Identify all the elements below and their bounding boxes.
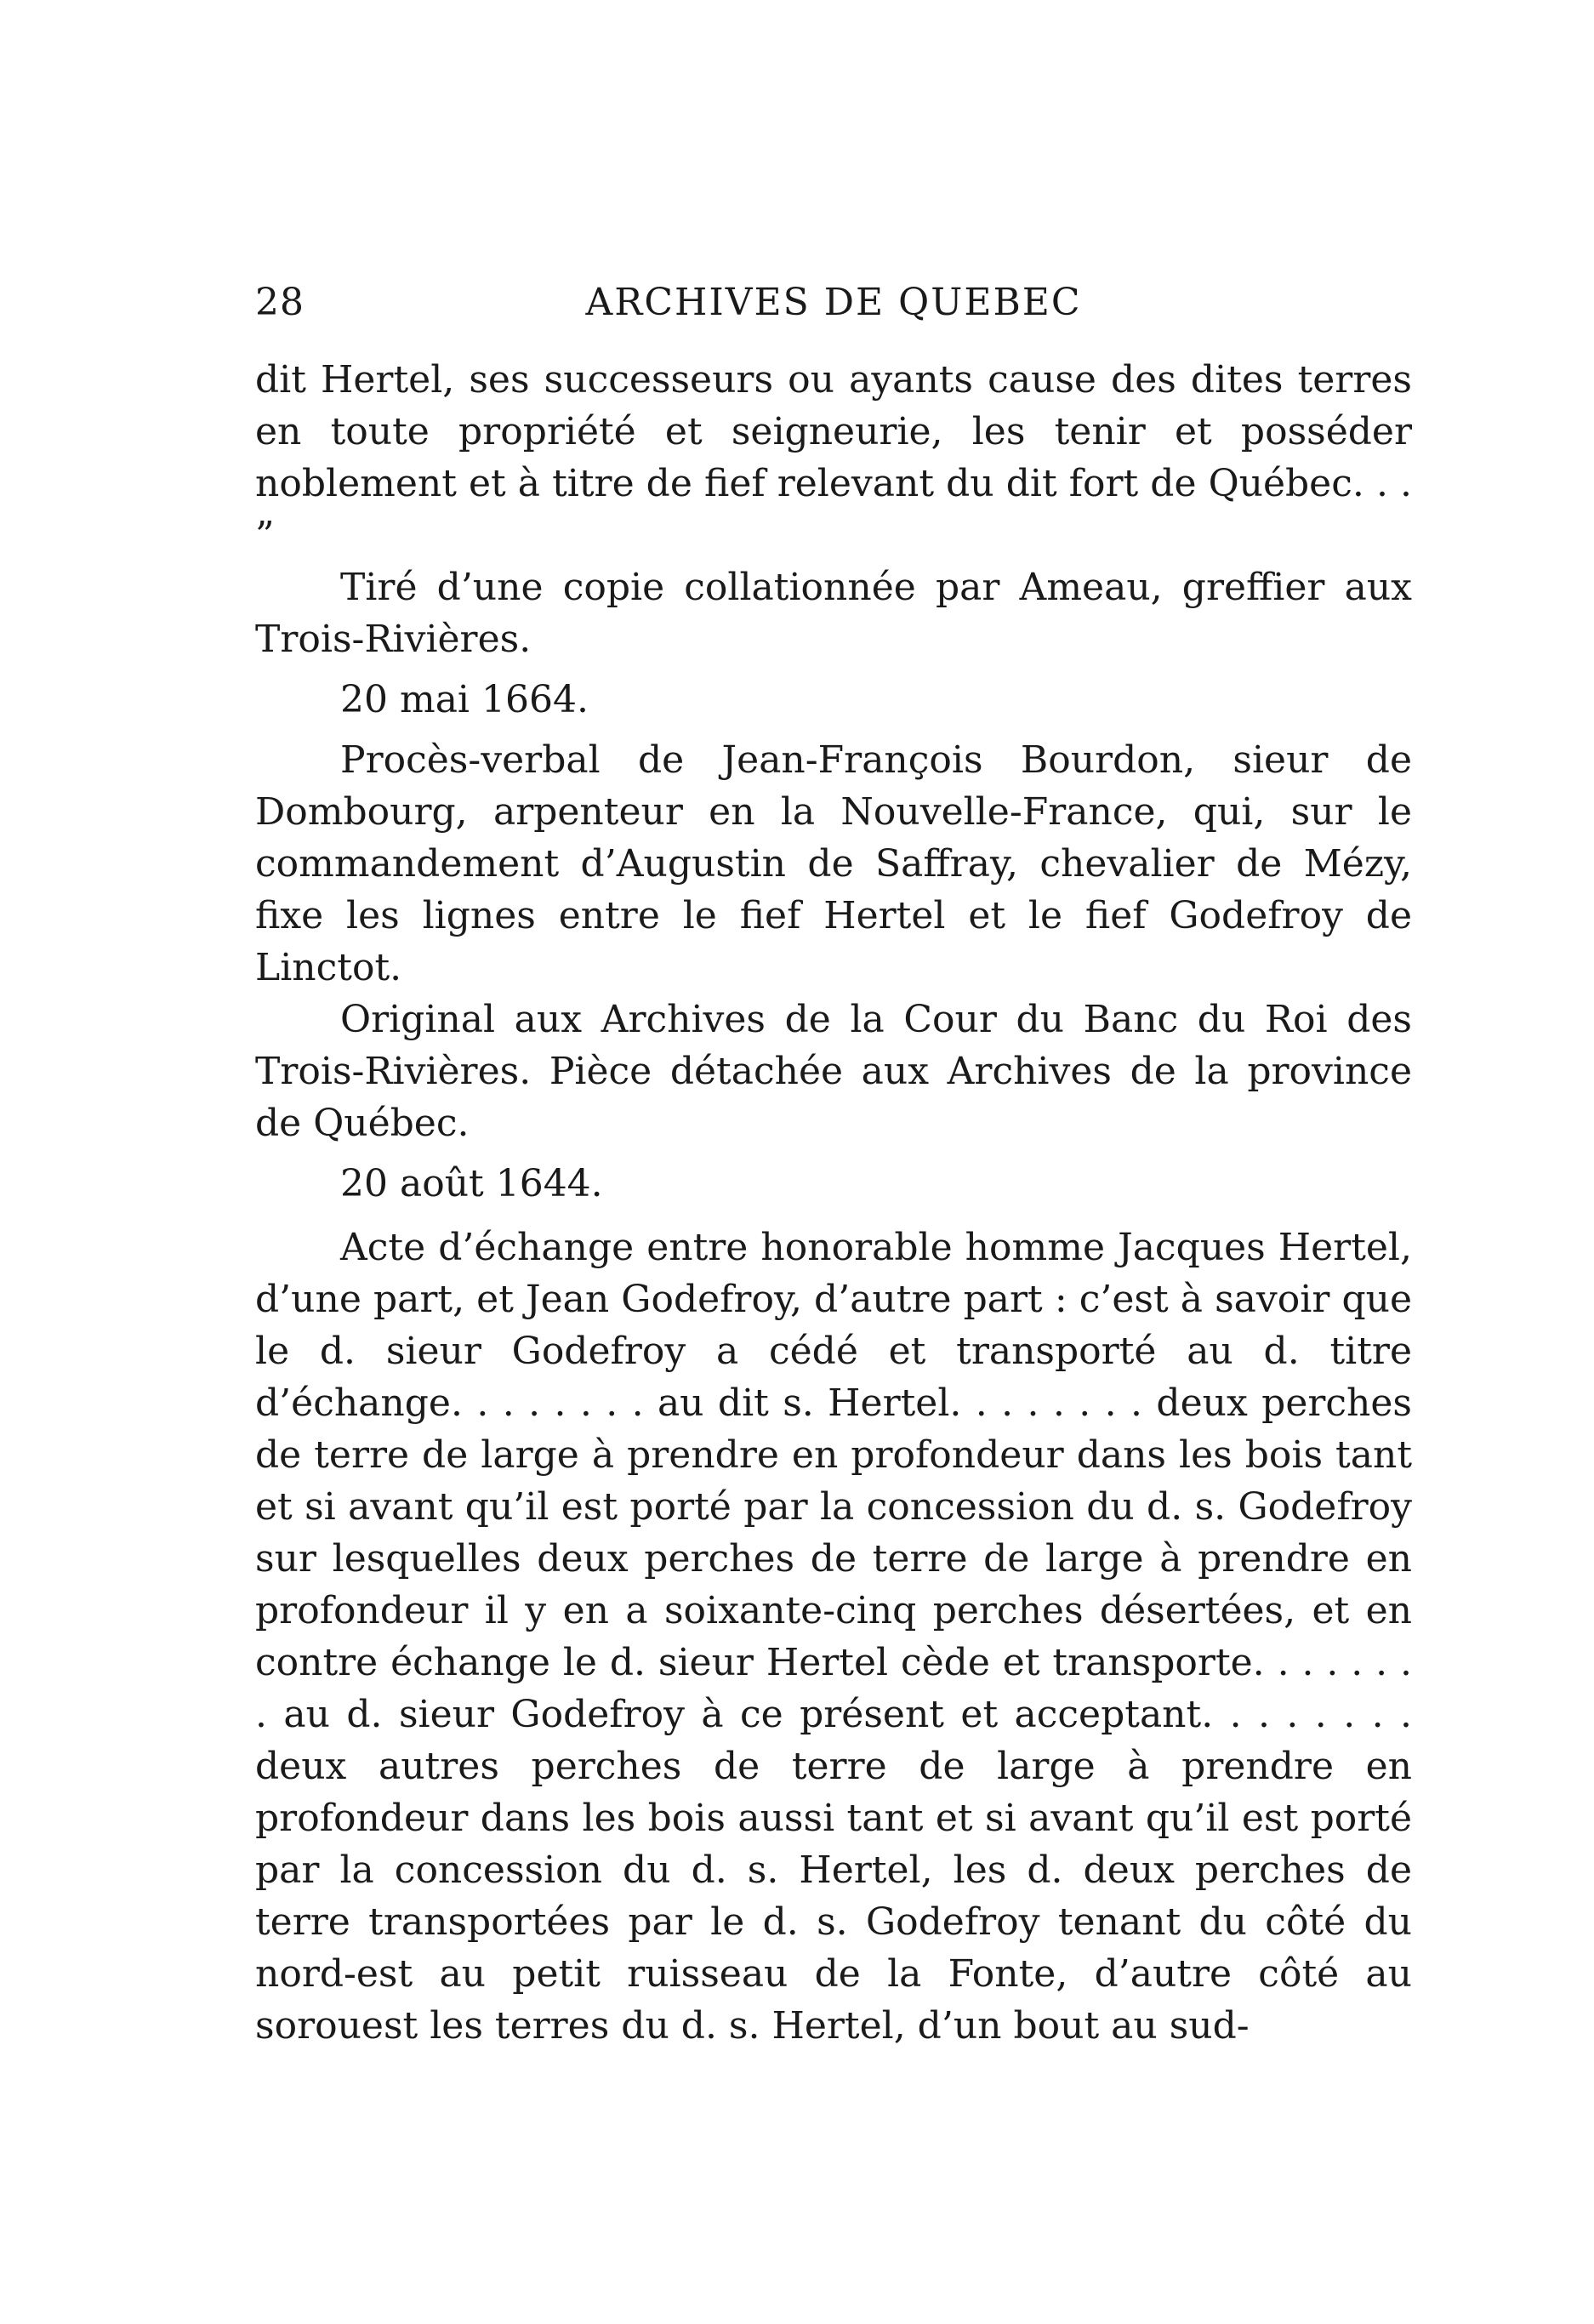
page — [255, 281, 1412, 2052]
running-title: ARCHIVES DE QUEBEC — [585, 281, 1082, 324]
running-head — [255, 281, 1412, 340]
body-text — [255, 354, 1412, 2052]
paragraph-source-note: Tiré d’une copie collationnée par Ameau, greffier aux Trois-Rivières. — [255, 566, 1412, 661]
page-number: 28 — [255, 281, 305, 324]
paragraph-proces-verbal: Procès-verbal de Jean-François Bourdon, sieur de Dombourg, arpenteur en la Nouvelle-France, qui, sur le commandement d’Augustin de Saffray, chevalier de Mézy, fixe les lignes entre le fief Hertel et le fief Godefroy de Linctot. — [255, 738, 1412, 989]
paragraph-source-note: Original aux Archives de la Cour du Banc du Roi des Trois-Rivières. Pièce détachée aux Archives de la province de Québec. — [255, 998, 1412, 1145]
paragraph-continuation: dit Hertel, ses successeurs ou ayants cause des dites terres en toute propriété et seigneurie, les tenir et posséder noblement et à titre de fief relevant du dit fort de Québec. . . ” — [255, 358, 1412, 557]
entry-date: 20 mai 1664. — [340, 678, 589, 721]
entry-date: 20 août 1644. — [340, 1162, 603, 1205]
paragraph-acte-echange: Acte d’échange entre honorable homme Jacques Hertel, d’une part, et Jean Godefroy, d’autre part : c’est à savoir que le d. sieur Godefroy a cédé et transporté au d. titre d’échange. . . . . . . . au dit s. Hertel. . . . . . . . deux perches de terre de large à prendre en profondeur dans les bois tant et si avant qu’il est porté par la concession du d. s. Godefroy sur lesquelles deux perches de terre de large à prendre en profondeur il y en a soixante-cinq perches désertées, et en contre échange le d. sieur Hertel cède et transporte. . . . . . . . au d. sieur Godefroy à ce présent et acceptant. . . . . . . . deux autres perches de terre de large à prendre en profondeur dans les bois aussi tant et si avant qu’il est porté par la concession du d. s. Hertel, les d. deux perches de terre transportées par le d. s. Godefroy tenant du côté du nord-est au petit ruisseau de la Fonte, d’autre côté au sorouest les terres du d. s. Hertel, d’un bout au sud- — [255, 1226, 1412, 2048]
